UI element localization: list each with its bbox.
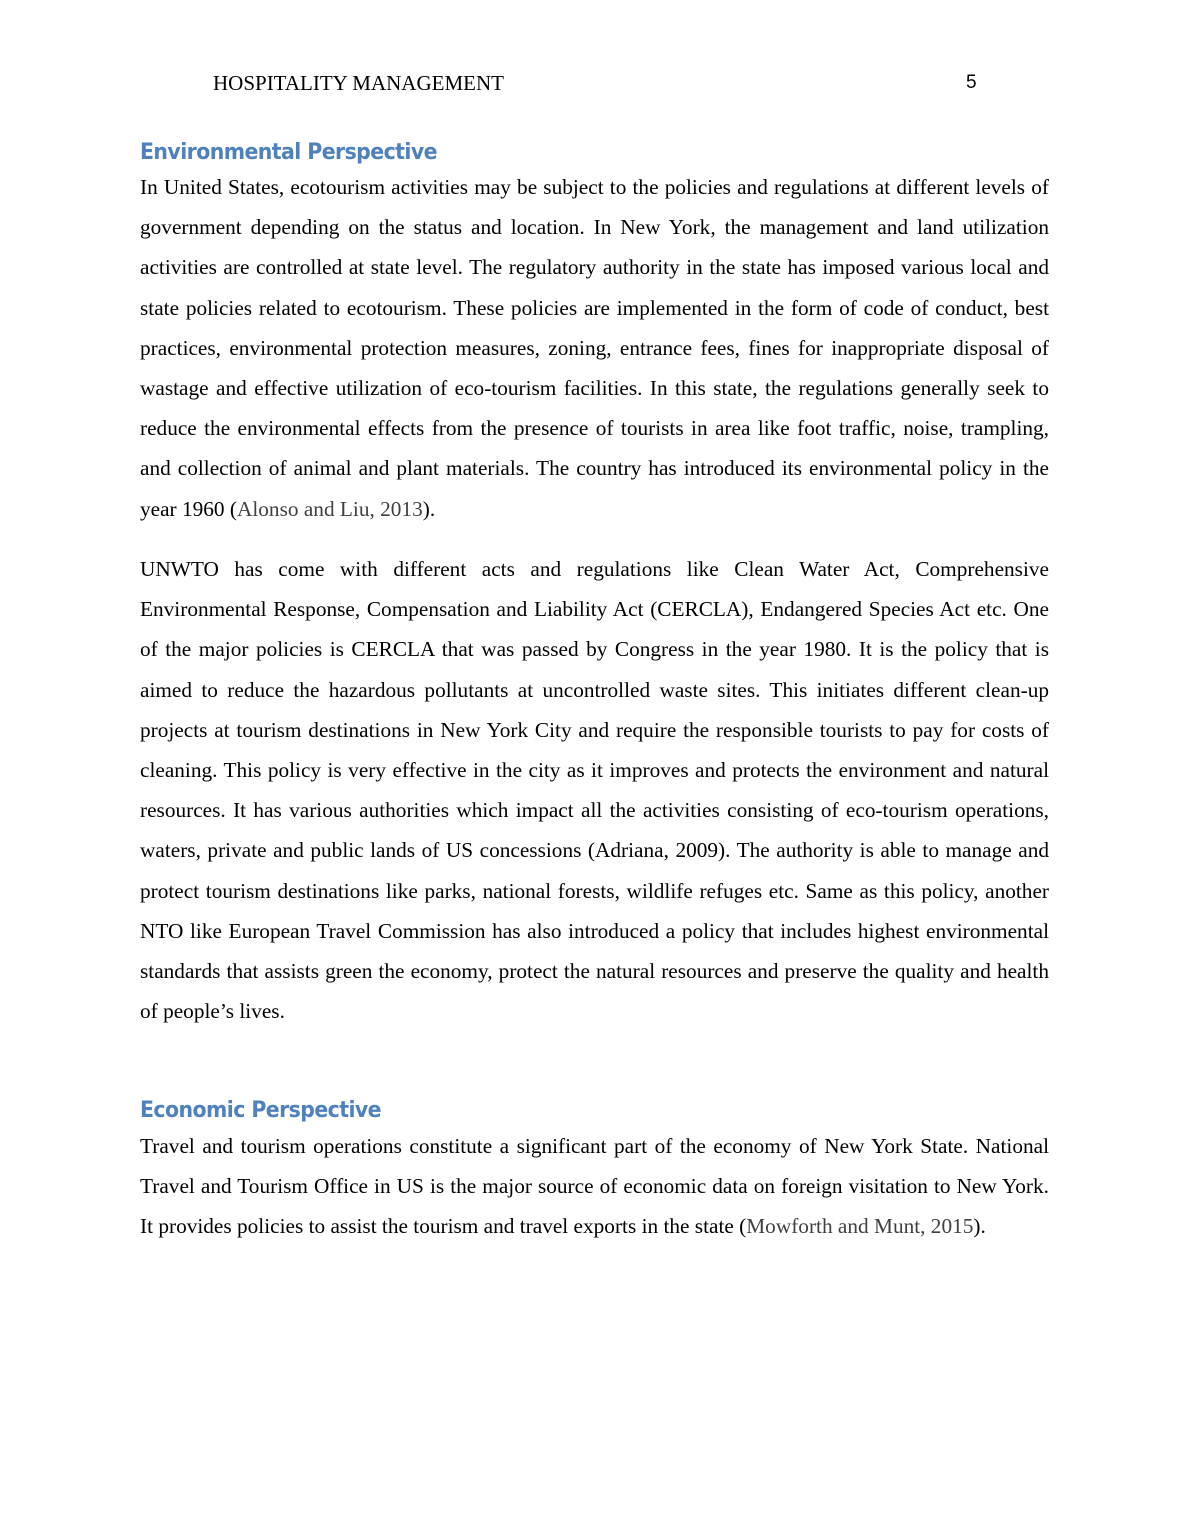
section-heading-economic: Economic Perspective bbox=[140, 1098, 382, 1123]
paragraph-environmental-2 bbox=[140, 549, 1049, 1031]
page-number: 5 bbox=[966, 72, 977, 93]
paragraph-text-end: ). bbox=[973, 1214, 986, 1239]
paragraph-text-end: ). bbox=[422, 496, 436, 521]
paragraph-environmental-1 bbox=[140, 167, 1049, 529]
running-head: HOSPITALITY MANAGEMENT bbox=[213, 71, 504, 95]
paragraph-economic-1 bbox=[140, 1126, 1049, 1247]
citation: Alonso and Liu, 2013 bbox=[236, 496, 423, 521]
paragraph-text: In United States, ecotourism activities may be subject to the policies and regulations at different levels of government depending on the status and location. In New York, the management and land utilization activities are controlled at state level. The regulatory authority in the state has imposed various local and state policies related to ecotourism. These policies are implemented in the form of code of conduct, best practices, environmental protection measures, zoning, entrance fees, fines for inappropriate disposal of wastage and effective utilization of eco-tourism facilities. In this state, the regulations generally seek to reduce the environmental effects from the presence of tourists in area like foot traffic, noise, trampling, and collection of animal and plant materials. The country has introduced its environmental policy in the year 1960 ( bbox=[140, 175, 1049, 521]
paragraph-text: UNWTO has come with different acts and regulations like Clean Water Act, Comprehensive Environmental Response, Compensation and Liability Act (CERCLA), Endangered Species Act etc. One of the major policies is CERCLA that was passed by Congress in the year 1980. It is the policy that is aimed to reduce the hazardous pollutants at uncontrolled waste sites. This initiates different clean-up projects at tourism destinations in New York City and require the responsible tourists to pay for costs of cleaning. This policy is very effective in the city as it improves and protects the environment and natural resources. It has various authorities which impact all the activities consisting of eco-tourism operations, waters, private and public lands of US concessions (Adriana, 2009). The authority is able to manage and protect tourism destinations like parks, national forests, wildlife refuges etc. Same as this policy, another NTO like European Travel Commission has also introduced a policy that includes highest environmental standards that assists green the economy, protect the natural resources and preserve the quality and health of people’s lives. bbox=[140, 557, 1049, 1024]
citation: Mowforth and Munt, 2015 bbox=[746, 1214, 974, 1239]
paragraph-text: Travel and tourism operations constitute a significant part of the economy of New York State. National Travel and Tourism Office in US is the major source of economic data on foreign visitation to New York. It provides policies to assist the tourism and travel exports in the state ( bbox=[140, 1134, 1049, 1239]
section-heading-environmental: Environmental Perspective bbox=[140, 140, 437, 165]
